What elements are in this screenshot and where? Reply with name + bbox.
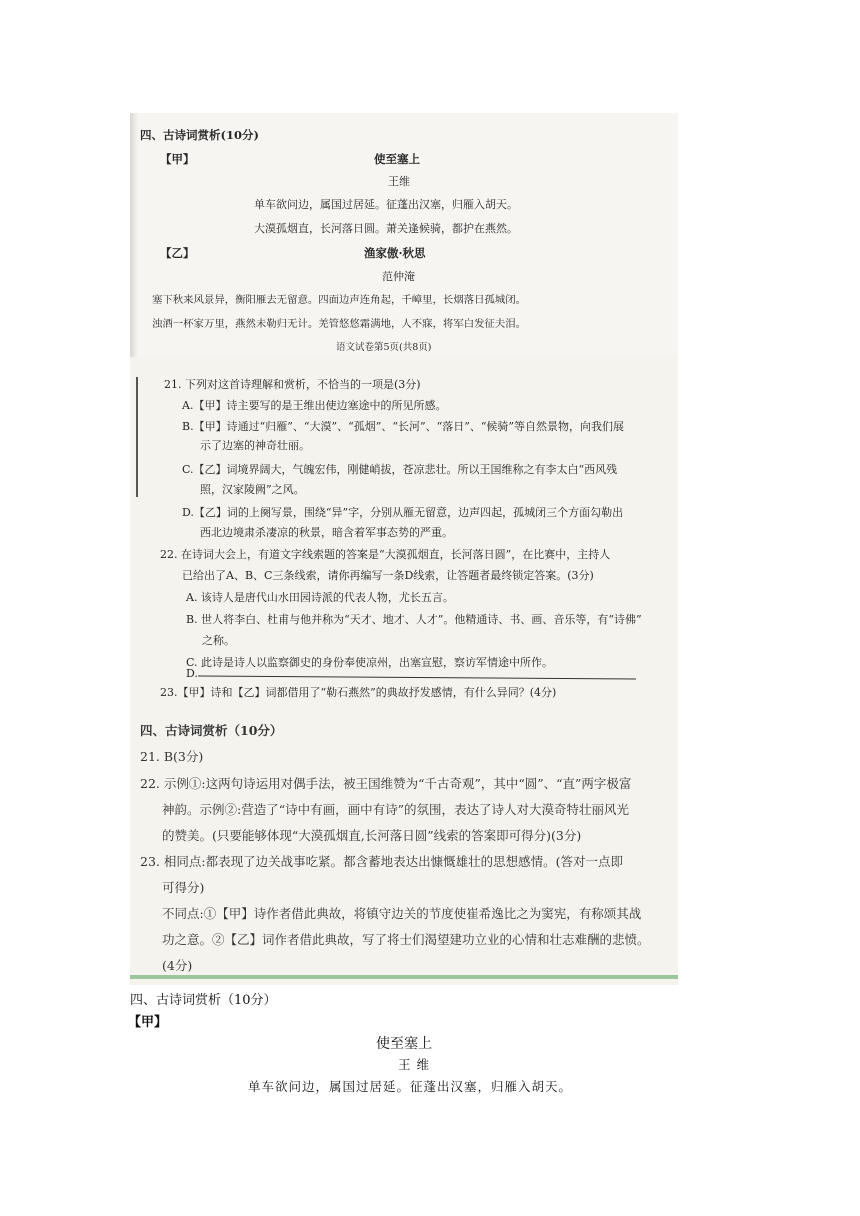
text-poem-tag: 【甲】: [128, 1015, 168, 1030]
answers-heading: 四、古诗词赏析（10分）: [140, 723, 283, 738]
text-section: [0, 985, 860, 1216]
q22-option-c: C. 此诗是诗人以监察御史的身份奉使凉州，出塞宣慰，察访军情途中所作。: [186, 656, 554, 669]
answer-22-line-1: 22. 示例①:这两句诗运用对偶手法，被王国维赞为“千古奇观”，其中“圆”、“直”两字极富: [140, 776, 632, 791]
poem-a-line-1: 单车欲问边，属国过居延。征蓬出汉塞，归雁入胡天。: [254, 198, 518, 211]
answer-23-line-2: 可得分): [162, 880, 205, 895]
poem-a-title: 使至塞上: [374, 152, 420, 166]
q22-option-b: B. 世人将李白、杜甫与他并称为“天才、地才、人才”。他精通诗、书、画、音乐等，有“诗佛”: [186, 613, 642, 626]
poem-a-tag: 【甲】: [160, 152, 195, 166]
q22-option-d: D.: [186, 667, 198, 680]
poem-b-line-2: 浊酒一杯家万里，燕然未勒归无计。羌管悠悠霜满地，人不寐，将军白发征夫泪。: [152, 318, 527, 330]
q21-option-a: A.【甲】诗主要写的是王维出使边塞途中的所见所感。: [182, 399, 447, 412]
q23-stem: 23.【甲】诗和【乙】词都借用了“勒石燕然”的典故抒发感情，有什么异同？(4分): [160, 686, 557, 699]
bottom-divider: [130, 975, 678, 979]
q21-option-d: D.【乙】词的上阕写景，围绕“异”字，分别从雁无留意，边声四起，孤城闭三个方面勾勒出: [182, 506, 624, 519]
poem-b-tag: 【乙】: [160, 246, 195, 260]
scan-image-questions: [130, 357, 678, 985]
poem-b-author: 范仲淹: [382, 270, 415, 283]
q21-option-c: C.【乙】词境界阔大，气魄宏伟，刚健峭拔，苍凉悲壮。所以王国维称之有李太白“西风残: [182, 463, 618, 476]
scan-margin-line: [136, 377, 138, 497]
poem-a-line-2: 大漠孤烟直，长河落日圆。萧关逢候骑，都护在燕然。: [254, 222, 518, 235]
answer-23-line-4: 功之意。②【乙】词作者借此典故，写了将士们渴望建功立业的心情和壮志难酬的悲愤。: [162, 932, 650, 947]
q22-option-a: A. 该诗人是唐代山水田园诗派的代表人物，尤长五言。: [186, 591, 454, 604]
answer-23-line-5: (4分): [162, 958, 193, 973]
answer-22-line-2: 神韵。示例②:营造了“诗中有画，画中有诗”的氛围，表达了诗人对大漠奇特壮丽风光: [162, 802, 629, 817]
answer-blank-line: [198, 675, 636, 679]
page-footer: 语文试卷第5页(共8页): [336, 342, 432, 353]
text-poem-author: 王维: [398, 1057, 436, 1072]
q22-stem-2: 已给出了A、B、C三条线索，请你再编写一条D线索，让答题者最终锁定答案。(3分): [182, 569, 594, 582]
answer-23-line-1: 23. 相同点:都表现了边关战事吃紧。都含蓄地表达出慷慨雄壮的思想感情。(答对一点即: [140, 854, 623, 869]
answer-23-line-3: 不同点:①【甲】诗作者借此典故，将镇守边关的节度使崔希逸比之为窦宪，有称颂其战: [162, 906, 642, 921]
poem-b-title: 渔家傲·秋思: [364, 246, 426, 260]
q22-option-b-cont: 之称。: [202, 634, 235, 647]
scan-edge-shadow: [130, 113, 138, 357]
q22-stem-1: 22. 在诗词大会上，有道文字线索题的答案是“大漠孤烟直，长河落日圆”，在比赛中，主持人: [160, 548, 611, 561]
text-poem-title: 使至塞上: [376, 1036, 432, 1052]
q21-option-c-cont: 照，汉家陵阙”之风。: [200, 483, 305, 496]
scan-image-poems: [130, 113, 678, 357]
text-section-heading: 四、古诗词赏析（10分）: [130, 993, 277, 1008]
q21-option-d-cont: 西北边境肃杀凄凉的秋景，暗含着军事态势的严重。: [200, 526, 453, 539]
answer-21: 21. B(3分): [140, 749, 204, 764]
poem-a-author: 王维: [388, 175, 410, 188]
poem-b-line-1: 塞下秋来风景异，衡阳雁去无留意。四面边声连角起，千嶂里，长烟落日孤城闭。: [152, 294, 527, 306]
q21-stem: 21. 下列对这首诗理解和赏析，不恰当的一项是(3分): [164, 378, 421, 391]
text-poem-line-1: 单车欲问边，属国过居延。征蓬出汉塞，归雁入胡天。: [248, 1079, 573, 1094]
section-heading: 四、古诗词赏析(10分): [140, 128, 259, 142]
q21-option-b-cont: 示了边塞的神奇壮丽。: [200, 439, 310, 452]
q21-option-b: B.【甲】诗通过“归雁”、“大漠”、“孤烟”、“长河”、“落日”、“候骑”等自然景物，向我们展: [182, 420, 625, 433]
answer-22-line-3: 的赞美。(只要能够体现“大漠孤烟直,长河落日圆”线索的答案即可得分)(3分): [162, 828, 582, 843]
